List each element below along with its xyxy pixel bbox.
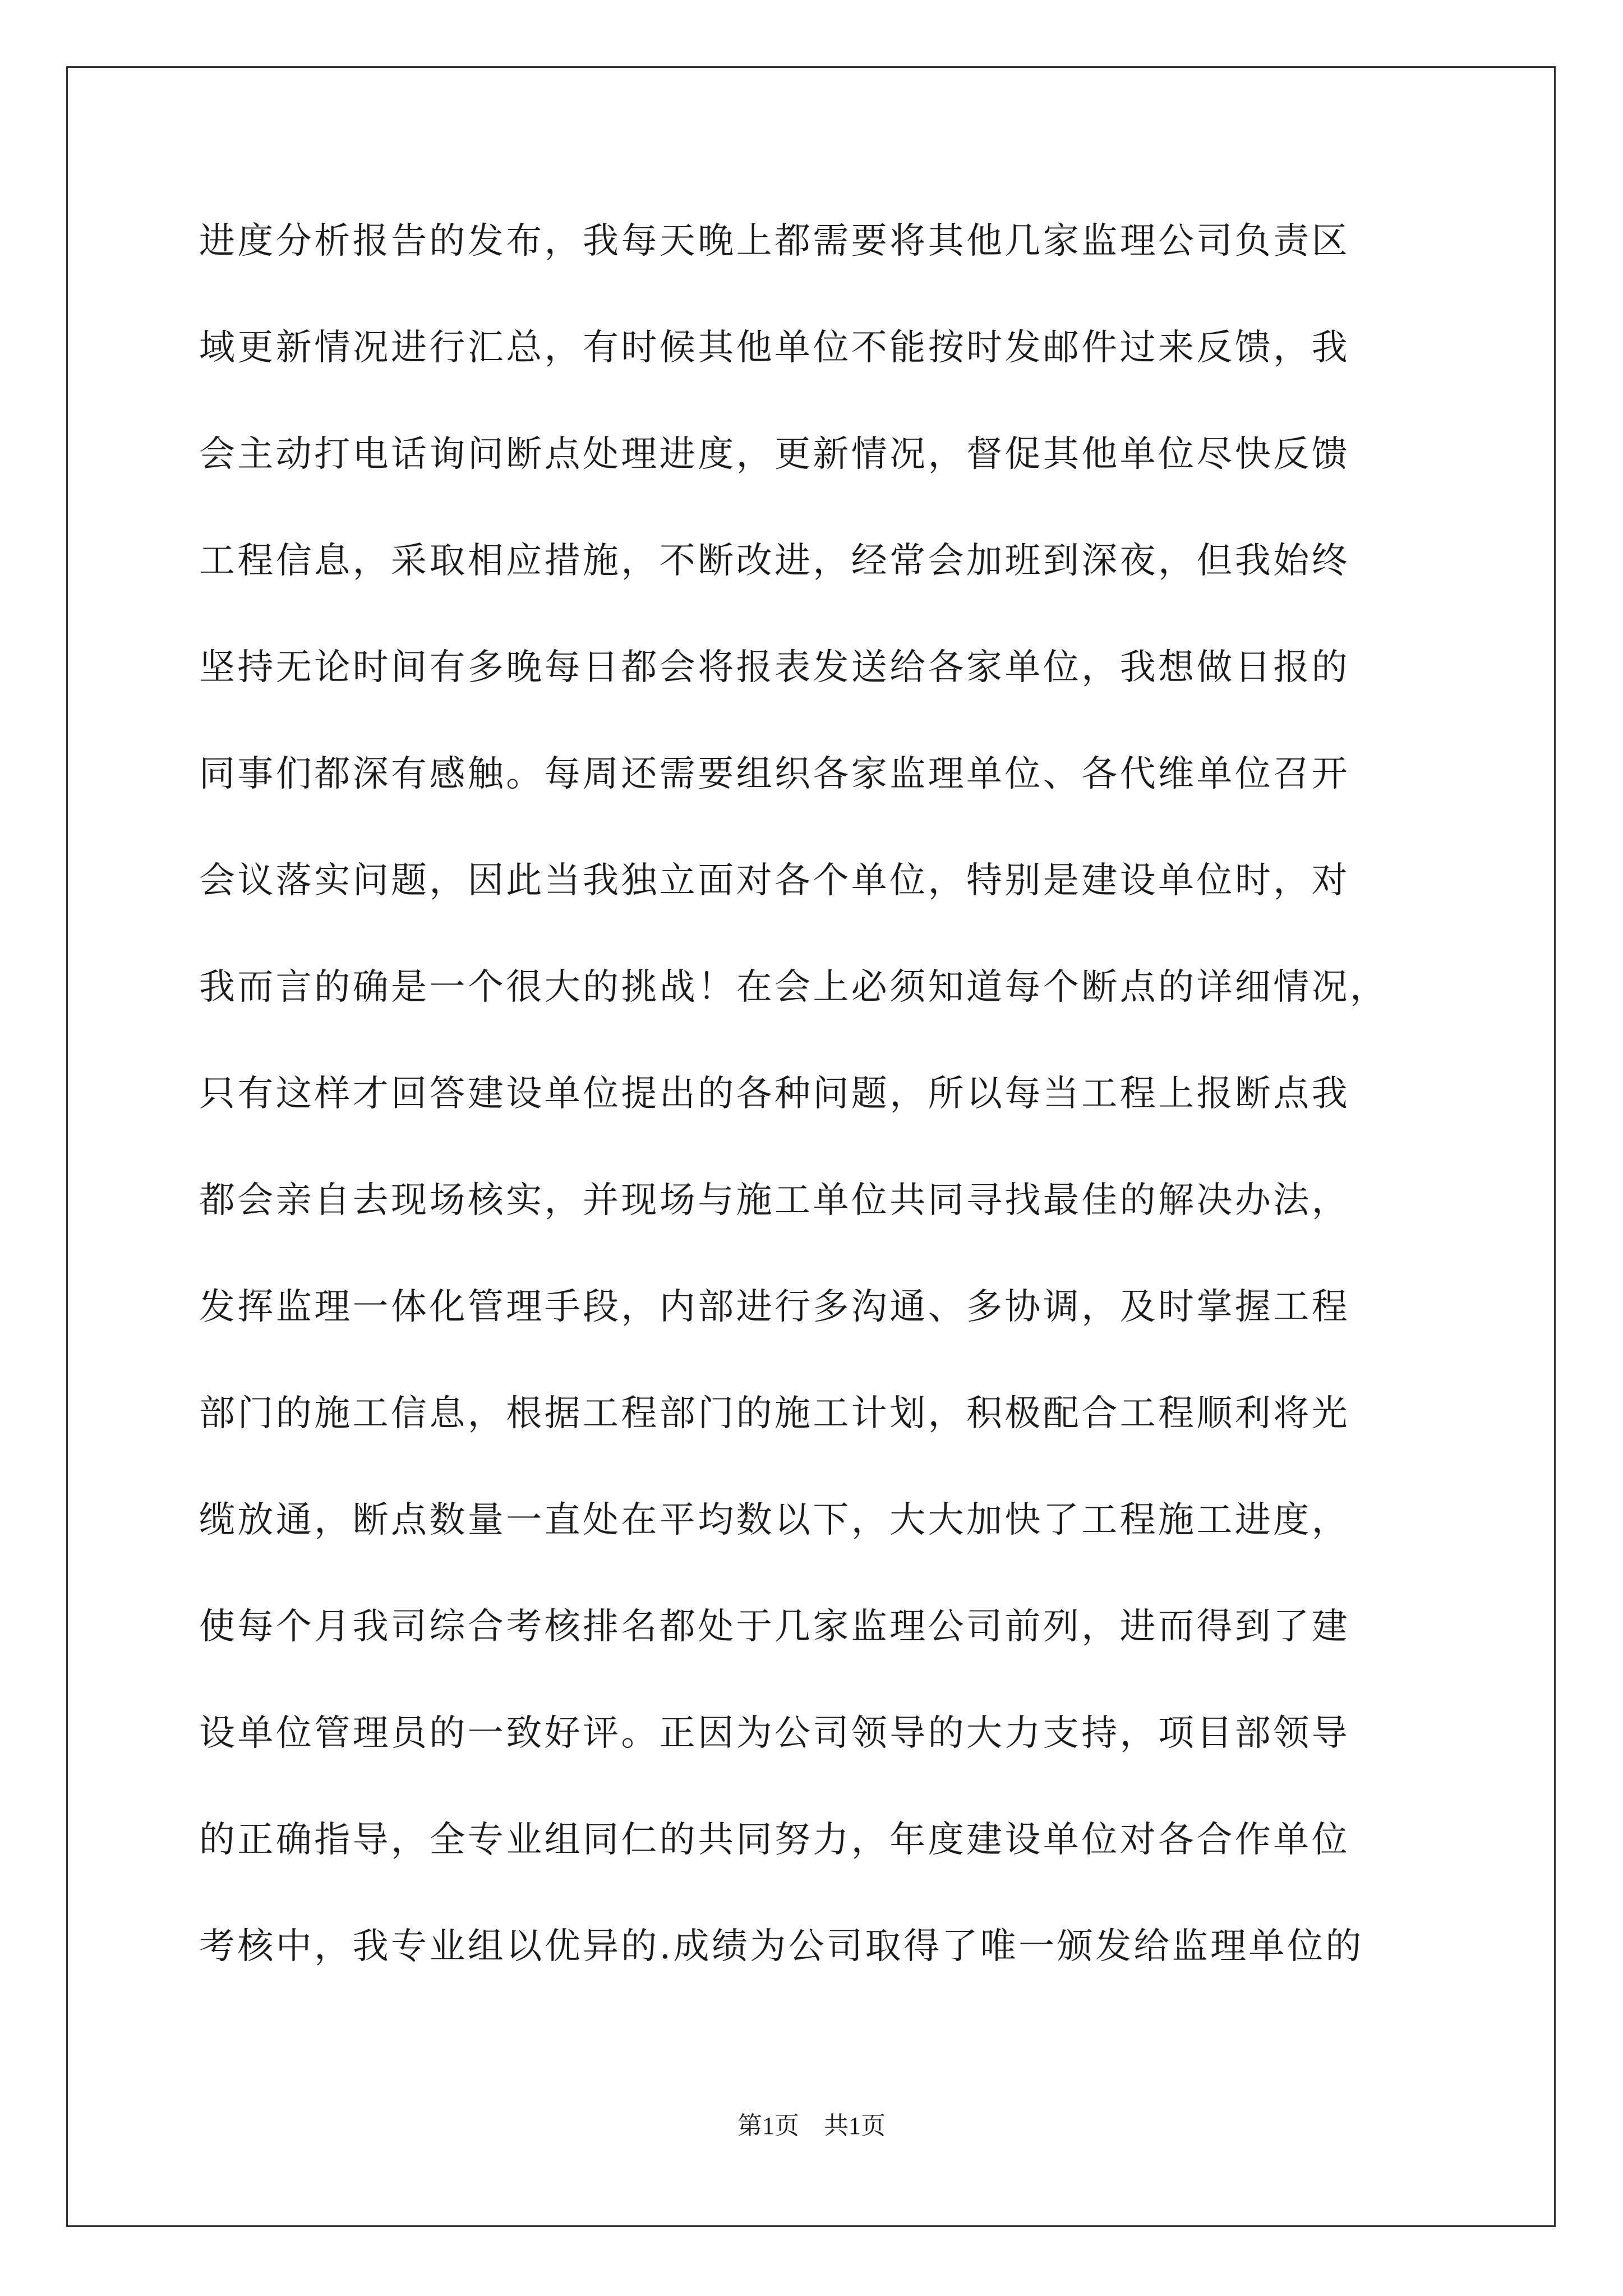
- page-number-current: 第1页: [737, 2112, 799, 2139]
- body-text-line: 域更新情况进行汇总，有时候其他单位不能按时发邮件过来反馈，我: [199, 327, 1350, 369]
- body-text-line: 的正确指导，全专业组同仁的共同努力，年度建设单位对各合作单位: [199, 1819, 1350, 1861]
- page-footer: [0, 2109, 1623, 2143]
- body-text-line: 都会亲自去现场核实，并现场与施工单位共同寻找最佳的解决办法，: [199, 1180, 1350, 1221]
- document-body: [199, 213, 1427, 2025]
- body-text-line: 会主动打电话询问断点处理进度，更新情况，督促其他单位尽快反馈: [199, 434, 1350, 475]
- body-text-line: 考核中，我专业组以优异的.成绩为公司取得了唯一颁发给监理单位的: [199, 1926, 1364, 1967]
- body-text-line: 使每个月我司综合考核排名都处于几家监理公司前列，进而得到了建: [199, 1606, 1350, 1648]
- body-text-line: 工程信息，采取相应措施，不断改进，经常会加班到深夜，但我始终: [199, 540, 1350, 582]
- body-text-line: 缆放通，断点数量一直处在平均数以下，大大加快了工程施工进度，: [199, 1499, 1350, 1541]
- body-text-line: 坚持无论时间有多晚每日都会将报表发送给各家单位，我想做日报的: [199, 647, 1350, 688]
- body-text-line: 部门的施工信息，根据工程部门的施工计划，积极配合工程顺利将光: [199, 1393, 1350, 1434]
- page-number-total: 共1页: [824, 2112, 886, 2139]
- body-text-line: 设单位管理员的一致好评。正因为公司领导的大力支持，项目部领导: [199, 1713, 1350, 1754]
- body-text-line: 发挥监理一体化管理手段，内部进行多沟通、多协调，及时掌握工程: [199, 1286, 1350, 1328]
- body-text-line: 同事们都深有感触。每周还需要组织各家监理单位、各代维单位召开: [199, 753, 1350, 795]
- body-text-line: 进度分析报告的发布，我每天晚上都需要将其他几家监理公司负责区: [199, 220, 1350, 262]
- body-text-line: 我而言的确是一个很大的挑战！在会上必须知道每个断点的详细情况，: [199, 967, 1389, 1008]
- body-text-line: 只有这样才回答建设单位提出的各种问题，所以每当工程上报断点我: [199, 1073, 1350, 1115]
- body-text-line: 会议落实问题，因此当我独立面对各个单位，特别是建设单位时，对: [199, 860, 1350, 901]
